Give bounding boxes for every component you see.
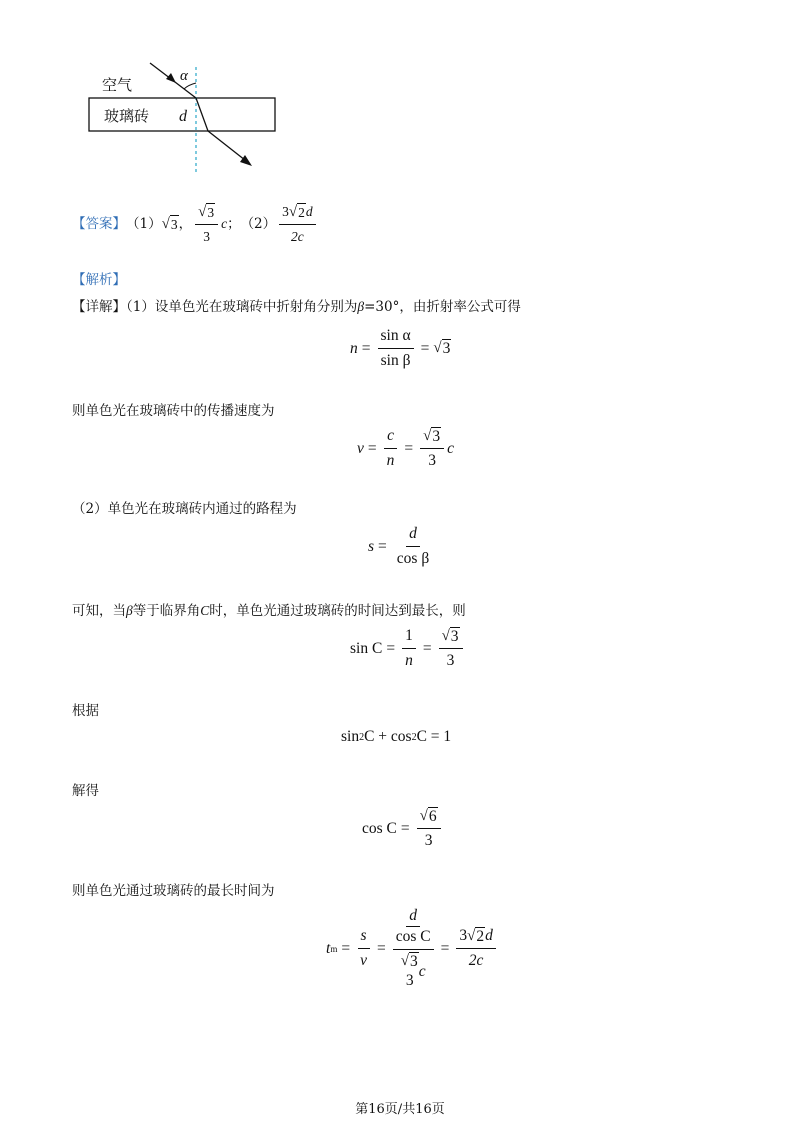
refracted-ray: [196, 98, 208, 131]
equation-max-time: t m = $\frac{s}{v}$ = d cos C √ 3 3 c = 3 √ 2 d 2c: [326, 906, 499, 991]
analysis-tag: 【解析】: [72, 272, 126, 288]
air-label: 空气: [102, 76, 133, 94]
answer-line: [72, 202, 319, 246]
line-solve: 解得: [72, 783, 99, 799]
answer-time-fraction: 3 √ 2 d 2c: [279, 202, 315, 247]
d-label: d: [179, 108, 187, 125]
equation-identity: sin 2 C + cos 2 C = 1: [341, 728, 452, 745]
equation-critical-angle: sin C = $\frac{1}{n}$ = √ 3 3: [350, 626, 466, 671]
answer-part2: （2）: [240, 216, 277, 232]
glass-label: 玻璃砖: [104, 107, 150, 125]
line-path: （2）单色光在玻璃砖内通过的路程为: [72, 501, 297, 517]
line-max-time: 则单色光通过玻璃砖的最长时间为: [72, 883, 275, 899]
detail-line: [72, 298, 521, 316]
equation-path: s = $\frac{d}{\text{cos β}}$: [368, 525, 430, 567]
detail-text-a: （1）设单色光在玻璃砖中折射角分别为: [126, 299, 358, 315]
answer-part1: （1）: [126, 216, 162, 232]
detail-tag: 【详解】: [72, 299, 126, 315]
equation-refractive-index: n = $\frac{\text{sin α}}{\text{sin β}}$ = √ 3: [350, 327, 451, 369]
answer-speed-fraction: √ 3 3: [195, 202, 218, 247]
emergent-arrowhead: [240, 155, 252, 166]
answer-semicolon: ；: [227, 216, 241, 232]
answer-speed-c: c: [221, 216, 228, 231]
detail-beta: β: [357, 299, 365, 314]
incident-arrowhead: [166, 73, 176, 83]
refraction-diagram: [80, 55, 300, 175]
detail-text-b: =30°，由折射率公式可得: [364, 299, 521, 315]
answer-root3: √ 3: [161, 215, 178, 232]
line-speed: 则单色光在玻璃砖中的传播速度为: [72, 403, 275, 419]
line-critical: 可知，当β等于临界角C时，单色光通过玻璃砖的时间达到最长，则: [72, 603, 466, 619]
alpha-label: α: [180, 68, 188, 84]
line-basis: 根据: [72, 703, 99, 719]
page-footer: 第16页/共16页: [355, 1102, 445, 1117]
answer-tag: 【答案】: [72, 216, 126, 232]
answer-comma: ，: [178, 216, 193, 232]
equation-speed: v = $\frac{c}{n}$ = √ 3 3 c: [357, 427, 455, 469]
equation-cos-c: cos C = √ 6 3: [362, 806, 444, 851]
